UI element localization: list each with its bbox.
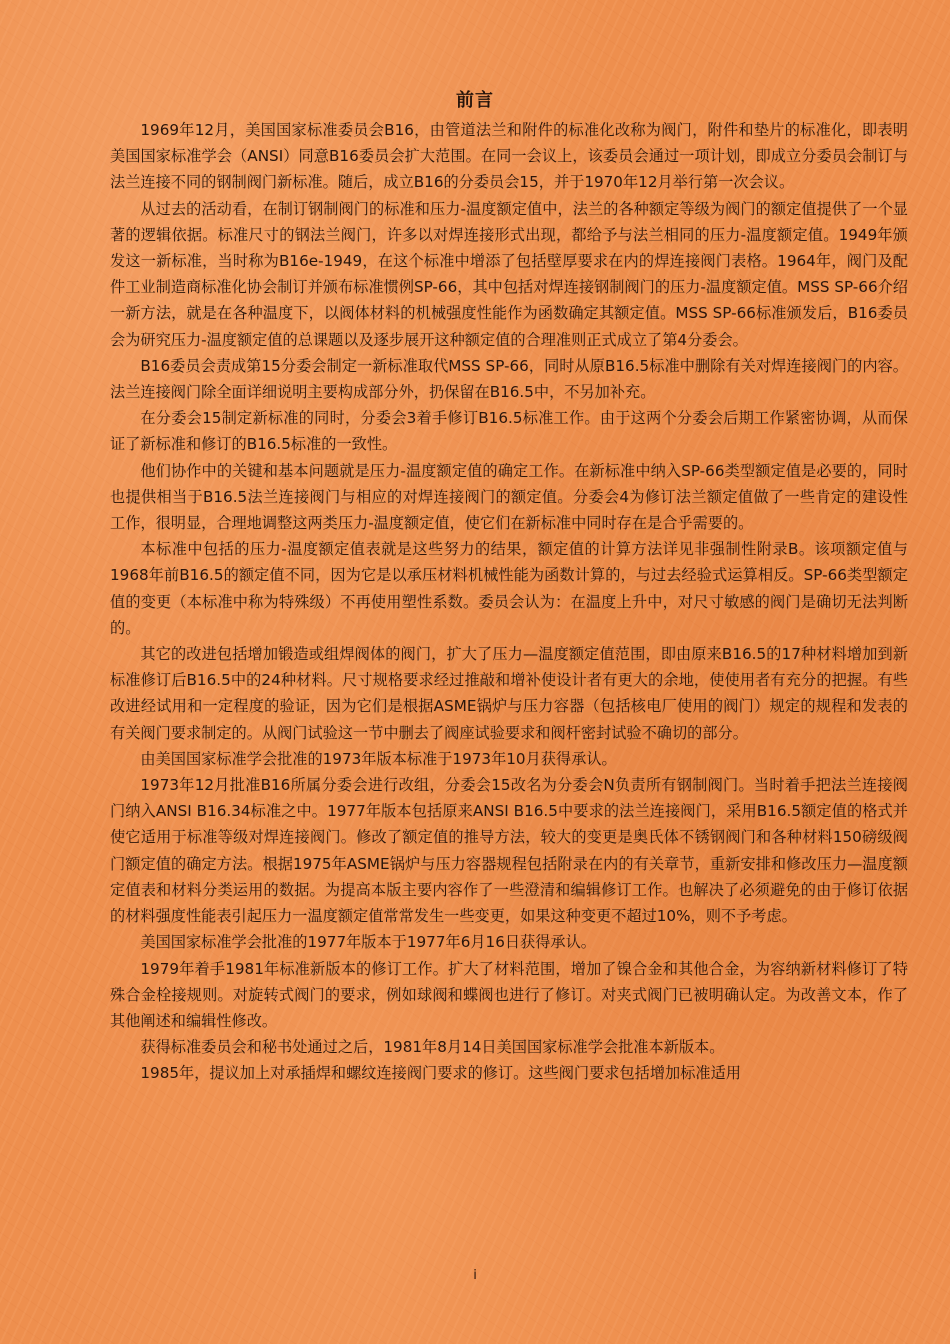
paragraph: 本标准中包括的压力-温度额定值表就是这些努力的结果，额定值的计算方法详见非强制性附录B。该项额定值与1968年前B16.5的额定值不同，因为它是以承压材料机械性能为函数计算的，与过去经验式运算相反。SP-66类型额定值的变更（本标准中称为特殊级）不再使用塑性系数。委员会认为：在温度上升中，对尺寸敏感的阀门是确切无法判断的。 (110, 540, 908, 637)
paragraph: B16委员会责成第15分委会制定一新标准取代MSS SP-66，同时从原B16.5标准中删除有关对焊连接阀门的内容。法兰连接阀门除全面详细说明主要构成部分外，扔保留在B16.5中，不另加补充。 (110, 356, 908, 402)
paragraph: 获得标准委员会和秘书处通过之后，1981年8月14日美国国家标准学会批准本新版本。 (140, 1038, 725, 1057)
paragraph: 从过去的活动看，在制订钢制阀门的标准和压力-温度额定值中，法兰的各种额定等级为阀门的额定值提供了一个显著的逻辑依据。标准尺寸的钢法兰阀门，许多以对焊连接形式出现，都给予与法兰相同的压力-温度额定值。1949年颁发这一新标准，当时称为B16e-1949，在这个标准中增添了包括壁厚要求在内的焊连接阀门表格。1964年，阀门及配件工业制造商标准化协会制订并颁布标准惯例SP-66，其中包括对焊连接钢制阀门的压力-温度额定值。MSS SP-66介绍一新方法，就是在各种温度下，以阀体材料的机械强度性能作为函数确定其额定值。MSS SP-66标准颁发后，B16委员会为研究压力-温度额定值的总课题以及逐步展开这种额定值的合理准则正式成立了第4分委会。 (110, 199, 908, 349)
paragraph: 1985年，提议加上对承插焊和螺纹连接阀门要求的修订。这些阀门要求包括增加标准适用 (140, 1064, 741, 1083)
paragraph: 他们协作中的关键和基本问题就是压力-温度额定值的确定工作。在新标准中纳入SP-66类型额定值是必要的，同时也提供相当于B16.5法兰连接阀门与相应的对焊连接阀门的额定值。分委会4为修订法兰额定值做了一些肯定的建设性工作，很明显，合理地调整这两类压力-温度额定值，使它们在新标准中同时存在是合乎需要的。 (110, 461, 908, 533)
page-title: 前言 (456, 90, 494, 111)
paragraph: 其它的改进包括增加锻造或组焊阀体的阀门，扩大了压力—温度额定值范围，即由原来B16.5的17种材料增加到新标准修订后B16.5中的24种材料。尺寸规格要求经过推敲和增补使设计者有更大的余地，使使用者有充分的把握。有些改进经试用和一定程度的验证，因为它们是根据ASME锅炉与压力容器（包括核电厂使用的阀门）规定的规程和发表的有关阀门要求制定的。从阀门试验这一节中删去了阀座试验要求和阀杆密封试验不确切的部分。 (110, 645, 908, 742)
paragraph: 由美国国家标准学会批准的1973年版本标准于1973年10月获得承认。 (140, 749, 617, 768)
paragraph: 在分委会15制定新标准的同时，分委会3着手修订B16.5标准工作。由于这两个分委会后期工作紧密协调，从而保证了新标准和修订的B16.5标准的一致性。 (110, 409, 908, 454)
paragraph: 1969年12月，美国国家标准委员会B16，由管道法兰和附件的标准化改称为阀门，附件和垫片的标准化，即表明美国国家标准学会（ANSI）同意B16委员会扩大范围。在同一会议上，该委员会通过一项计划，即成立分委员会制订与法兰连接不同的钢制阀门新标准。随后，成立B16的分委员会15，并于1970年12月举行第一次会议。 (110, 121, 908, 192)
page-number: i (473, 1268, 477, 1283)
paragraph: 1979年着手1981年标准新版本的修订工作。扩大了材料范围，增加了镍合金和其他合金，为容纳新材料修订了特殊合金栓接规则。对旋转式阀门的要求，例如球阀和蝶阀也进行了修订。对夹式阀门已被明确认定。为改善文本，作了其他阐述和编辑性修改。 (110, 959, 908, 1030)
paragraph: 美国国家标准学会批准的1977年版本于1977年6月16日获得承认。 (140, 933, 596, 952)
paragraph: 1973年12月批准B16所属分委会进行改组，分委会15改名为分委会N负责所有钢制阀门。当时着手把法兰连接阀门纳入ANSI B16.34标准之中。1977年版本包括原来ANSI B16.5中要求的法兰连接阀门，采用B16.5额定值的格式并使它适用于标准等级对焊连接阀门。修改了额定值的推导方法，较大的变更是奥氏体不锈钢阀门和各种材料150磅级阀门额定值的确定方法。根据1975年ASME锅炉与压力容器规程包括附录在内的有关章节，重新安排和修改压力—温度额定值表和材料分类运用的数据。为提高本版主要内容作了一些澄清和编辑修订工作。也解决了必须避免的由于修订依据的材料强度性能表引起压力一温度额定值常常发生一些变更，如果这种变更不超过10%，则不予考虑。 (110, 776, 908, 926)
body-text (110, 117, 908, 1087)
